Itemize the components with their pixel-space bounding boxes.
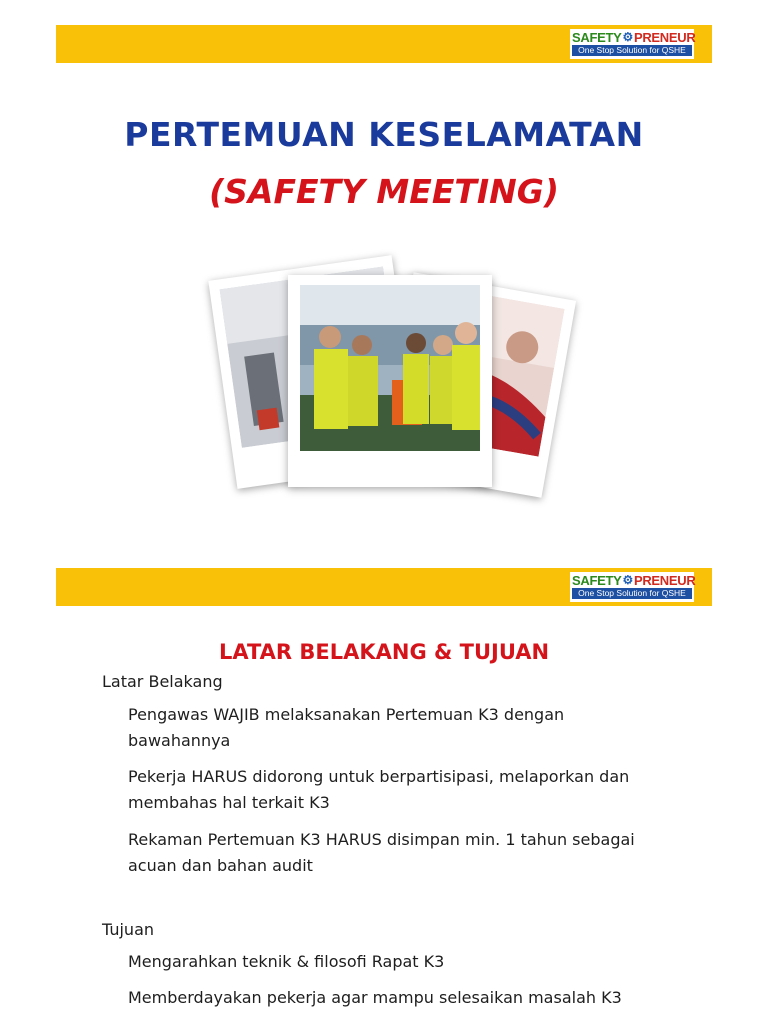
safety-meeting-photo xyxy=(300,285,480,451)
purpose-item: Mengarahkan teknik & filosofi Rapat K3 xyxy=(128,952,445,971)
purpose-item: Memberdayakan pekerja agar mampu selesaikan masalah K3 xyxy=(128,988,622,1007)
background-item: acuan dan bahan audit xyxy=(128,856,313,875)
page-title: PERTEMUAN KESELAMATAN xyxy=(124,115,644,154)
logo-word-safety: SAFETY xyxy=(572,30,622,45)
safetypreneur-logo xyxy=(570,29,694,59)
background-item: Pekerja HARUS didorong untuk berpartisipasi, melaporkan dan xyxy=(128,767,630,786)
header-banner xyxy=(56,25,712,63)
gear-icon: ⚙ xyxy=(622,30,633,44)
section-title: LATAR BELAKANG & TUJUAN xyxy=(218,640,550,664)
logo-wordmark xyxy=(572,30,696,45)
photo-frame-center xyxy=(288,275,492,487)
purpose-heading: Tujuan xyxy=(102,920,155,939)
background-item: bawahannya xyxy=(128,731,231,750)
background-item: Pengawas WAJIB melaksanakan Pertemuan K3 dengan xyxy=(128,705,565,724)
logo-tagline-2: One Stop Solution for QSHE xyxy=(572,588,692,599)
logo-word-safety-2: SAFETY xyxy=(572,573,622,588)
photo-collage xyxy=(200,255,566,517)
header-banner-2 xyxy=(56,568,712,606)
background-item: Rekaman Pertemuan K3 HARUS disimpan min. 1 tahun sebagai xyxy=(128,830,635,849)
logo-word-preneur: PRENEUR xyxy=(633,30,696,45)
logo-word-preneur-2: PRENEUR xyxy=(633,573,696,588)
background-item: membahas hal terkait K3 xyxy=(128,793,330,812)
logo-wordmark-2 xyxy=(572,573,696,588)
logo-tagline: One Stop Solution for QSHE xyxy=(572,45,692,56)
page-subtitle: (SAFETY MEETING) xyxy=(209,172,559,211)
safetypreneur-logo-2 xyxy=(570,572,694,602)
background-heading: Latar Belakang xyxy=(102,672,223,691)
gear-icon: ⚙ xyxy=(622,573,633,587)
